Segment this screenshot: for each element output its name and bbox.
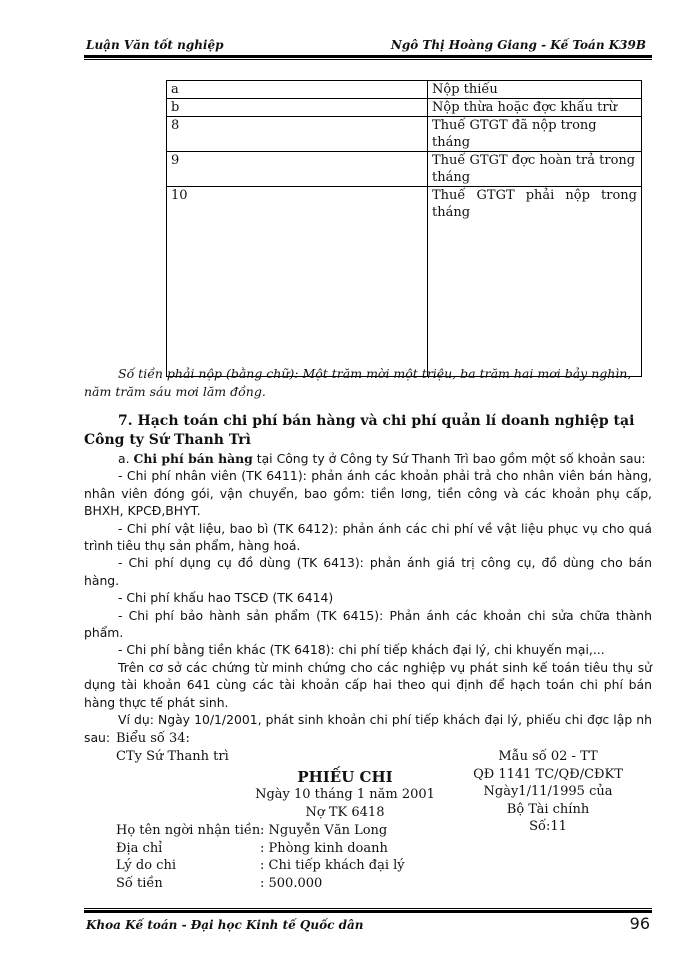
voucher-label: Biểu số 34: (116, 731, 190, 746)
table-cell: b (167, 99, 428, 117)
field-key: Địa chỉ (116, 840, 163, 856)
form-line: Mẫu số 02 - TT (498, 749, 598, 764)
voucher-field (116, 840, 405, 858)
table-cell: Nộp thừa hoặc đợc khấu trừ (428, 99, 642, 117)
table-row (167, 99, 642, 117)
table-row (167, 81, 642, 99)
page-footer (84, 914, 652, 936)
intro-rest: tại Công ty ở Công ty Sứ Thanh Trì bao gồm một số khoản sau: (252, 451, 646, 466)
field-value: : Chi tiếp khách đại lý (260, 858, 405, 874)
table-cell: 8 (167, 117, 428, 152)
list-item: - Chi phí vật liệu, bao bì (TK 6412): phản ánh các chi phí về vật liệu phục vụ cho quá trình tiêu thụ sản phẩm, hàng hoá. (84, 520, 652, 554)
voucher-title-block (230, 768, 460, 821)
field-key: Lý do chi (116, 858, 176, 874)
form-line: Số:11 (529, 819, 567, 835)
table-cell: Thuế GTGT đợc hoàn trả trong tháng (428, 152, 642, 187)
voucher-title: PHIẾU CHI (297, 768, 393, 786)
field-value: : Nguyễn Văn Long (260, 823, 388, 838)
form-line: QĐ 1141 TC/QĐ/CĐKT (473, 766, 623, 782)
amount-in-words-note: Số tiền phải nộp (bằng chữ): Một trăm mời một triệu, ba trăm hai mơi bảy nghìn, năm trăm sáu mơi lăm đồng. (84, 366, 632, 399)
page-header (84, 30, 652, 52)
form-line: Ngày1/11/1995 của (483, 784, 613, 800)
table-cell: Thuế GTGT đã nộp trong tháng (428, 117, 642, 152)
footer-rule (84, 908, 652, 913)
voucher-field (116, 875, 405, 893)
header-left: Luận Văn tốt nghiệp (86, 38, 224, 52)
voucher-debit: Nợ TK 6418 (305, 804, 385, 820)
list-item: - Chi phí bảo hành sản phẩm (TK 6415): Phản ánh các khoản chi sửa chữa thành phẩm. (84, 607, 652, 641)
list-item: - Chi phí nhân viên (TK 6411): phản ánh các khoản phải trả cho nhân viên bán hàng, nhân viên đóng gói, vận chuyển, bao gồm: tiền lơng, tiền công và các khoản phụ cấp, BHXH, KPCĐ,BHYT. (84, 468, 652, 519)
table-cell: Thuế GTGT phải nộp trong tháng (428, 187, 642, 377)
table-row (167, 117, 642, 152)
voucher-form-info (448, 748, 648, 836)
header-rule (84, 55, 652, 60)
field-value: : Phòng kinh doanh (260, 840, 388, 856)
field-key: Họ tên ngời nhận tiền (116, 823, 261, 838)
example-paragraph: Ví dụ: Ngày 10/1/2001, phát sinh khoản chi phí tiếp khách đại lý, phiếu chi đợc lập nh sau: (84, 712, 652, 745)
table-cell: Nộp thiếu (428, 81, 642, 99)
table-row (167, 187, 642, 377)
header-right: Ngô Thị Hoàng Giang - Kế Toán K39B (390, 38, 646, 52)
form-line: Bộ Tài chính (506, 801, 590, 817)
list-item: - Chi phí dụng cụ đồ dùng (TK 6413): phản ánh giá trị công cụ, đồ dùng cho bán hàng. (84, 555, 652, 588)
table-cell: 10 (167, 187, 428, 377)
tax-table (166, 80, 642, 377)
voucher-date: Ngày 10 tháng 1 năm 2001 (255, 787, 435, 802)
voucher-fields (116, 822, 405, 892)
table-cell: 9 (167, 152, 428, 187)
field-value: : 500.000 (260, 875, 323, 891)
intro-paragraph (84, 450, 652, 467)
table-cell: a (167, 81, 428, 99)
paragraph: Trên cơ sở các chứng từ minh chứng cho các nghiệp vụ phát sinh kế toán tiêu thụ sử dụng tài khoản 641 cùng các tài khoản cấp hai theo qui định để hạch toán chi phí bán hàng thực tế phát sinh. (84, 659, 652, 710)
page-number: 96 (629, 914, 650, 933)
section-heading: 7. Hạch toán chi phí bán hàng và chi phí quản lí doanh nghiệp tại Công ty Sứ Thanh Trì (84, 413, 635, 448)
voucher-field (116, 822, 405, 840)
intro-bold-term: Chi phí bán hàng (133, 451, 253, 466)
field-key: Số tiền (116, 875, 163, 891)
intro-prefix: a. (118, 451, 134, 466)
voucher-company: CTy Sứ Thanh trì (116, 749, 229, 764)
list-item: - Chi phí bằng tiền khác (TK 6418): chi phí tiếp khách đại lý, chi khuyến mại,... (118, 642, 605, 658)
list-item: - Chi phí khấu hao TSCĐ (TK 6414) (118, 590, 334, 606)
voucher-field (116, 857, 405, 875)
footer-left: Khoa Kế toán - Đại học Kinh tế Quốc dân (86, 918, 364, 932)
section-body (84, 450, 652, 746)
table-row (167, 152, 642, 187)
